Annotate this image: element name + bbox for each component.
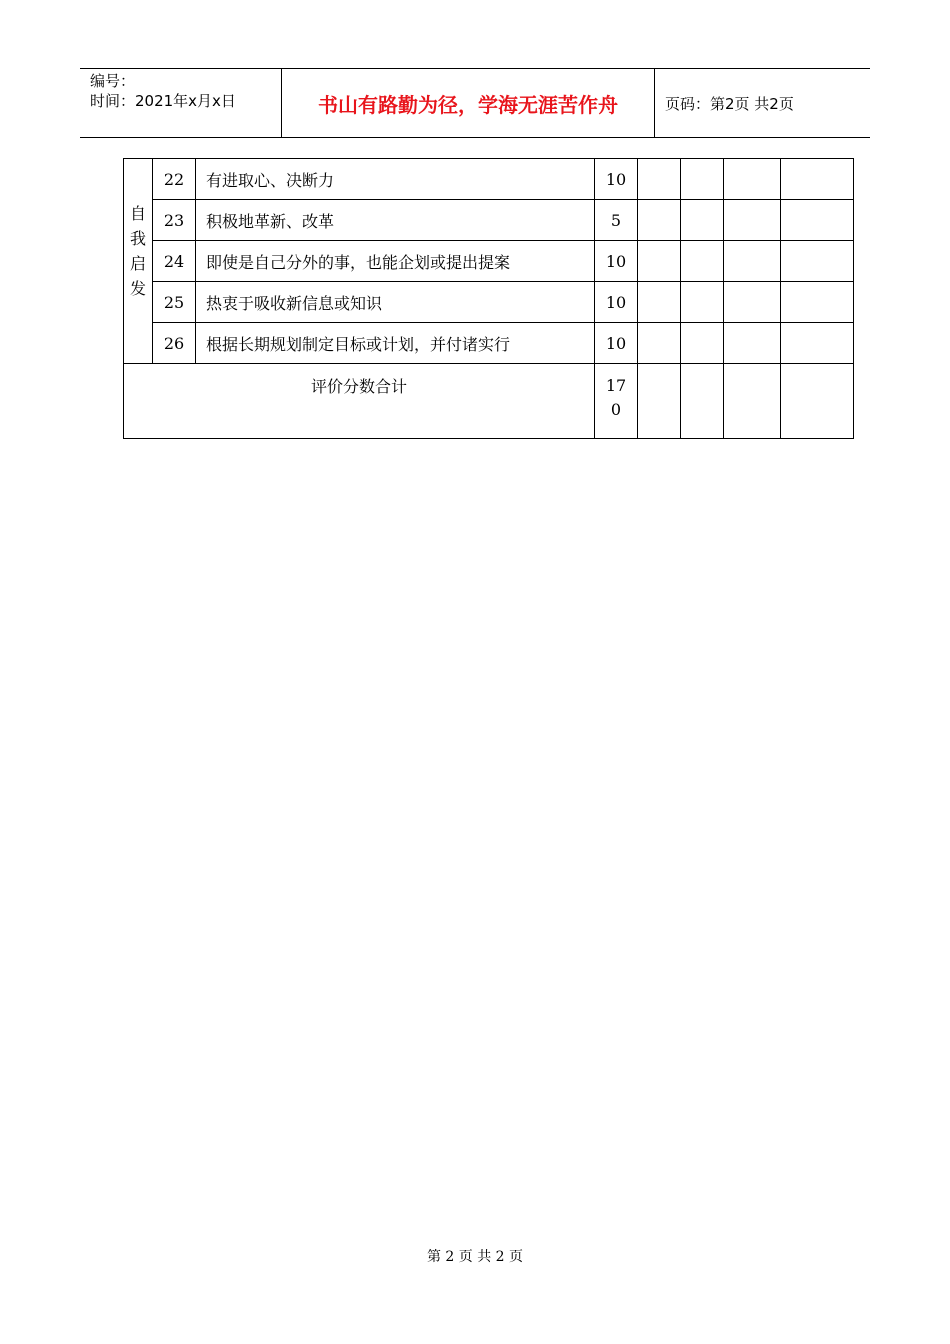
page-footer: 第 2 页 共 2 页 (426, 1249, 524, 1265)
rating-cell (681, 364, 724, 439)
item-description: 根据长期规划制定目标或计划，并付诸实行 (196, 323, 595, 364)
rating-cell (638, 323, 681, 364)
category-char: 发 (129, 279, 146, 298)
category-cell (124, 159, 153, 364)
total-row (124, 364, 854, 439)
category-char: 我 (129, 229, 146, 248)
rating-cell (681, 159, 724, 200)
rating-cell (781, 159, 854, 200)
item-description: 积极地革新、改革 (196, 200, 595, 241)
rating-cell (724, 159, 781, 200)
item-number: 23 (153, 200, 196, 241)
total-score (595, 364, 638, 439)
rating-cell (681, 282, 724, 323)
item-description: 热衷于吸收新信息或知识 (196, 282, 595, 323)
rating-cell (638, 241, 681, 282)
item-description: 即使是自己分外的事，也能企划或提出提案 (196, 241, 595, 282)
rating-cell (781, 364, 854, 439)
evaluation-table (123, 158, 854, 439)
item-number: 25 (153, 282, 196, 323)
item-number: 26 (153, 323, 196, 364)
code-label: 编号： (90, 72, 136, 90)
rating-cell (724, 323, 781, 364)
rating-cell (781, 200, 854, 241)
rating-cell (681, 241, 724, 282)
item-score: 10 (595, 241, 638, 282)
total-label: 评价分数合计 (124, 364, 595, 439)
item-number: 22 (153, 159, 196, 200)
rating-cell (724, 241, 781, 282)
date-label: 时间：2021年x月x日 (90, 92, 236, 110)
table-row (124, 159, 854, 200)
category-char: 启 (129, 254, 146, 273)
table-row (124, 282, 854, 323)
table-row (124, 200, 854, 241)
rating-cell (781, 323, 854, 364)
item-score: 10 (595, 323, 638, 364)
total-score-line: 0 (610, 400, 622, 419)
item-score: 5 (595, 200, 638, 241)
rating-cell (638, 364, 681, 439)
total-score-line: 17 (605, 376, 627, 395)
rating-cell (638, 159, 681, 200)
rating-cell (781, 241, 854, 282)
item-score: 10 (595, 159, 638, 200)
header-meta (80, 69, 282, 137)
rating-cell (681, 200, 724, 241)
item-number: 24 (153, 241, 196, 282)
rating-cell (638, 200, 681, 241)
rating-cell (724, 282, 781, 323)
rating-cell (781, 282, 854, 323)
header-page-label: 页码：第2页 共2页 (665, 94, 794, 113)
motto: 书山有路勤为径，学海无涯苦作舟 (282, 69, 655, 137)
rating-cell (681, 323, 724, 364)
page-header (80, 68, 870, 138)
category-char: 自 (129, 204, 146, 223)
rating-cell (724, 200, 781, 241)
item-description: 有进取心、决断力 (196, 159, 595, 200)
table-row (124, 241, 854, 282)
rating-cell (638, 282, 681, 323)
table-row (124, 323, 854, 364)
rating-cell (724, 364, 781, 439)
item-score: 10 (595, 282, 638, 323)
